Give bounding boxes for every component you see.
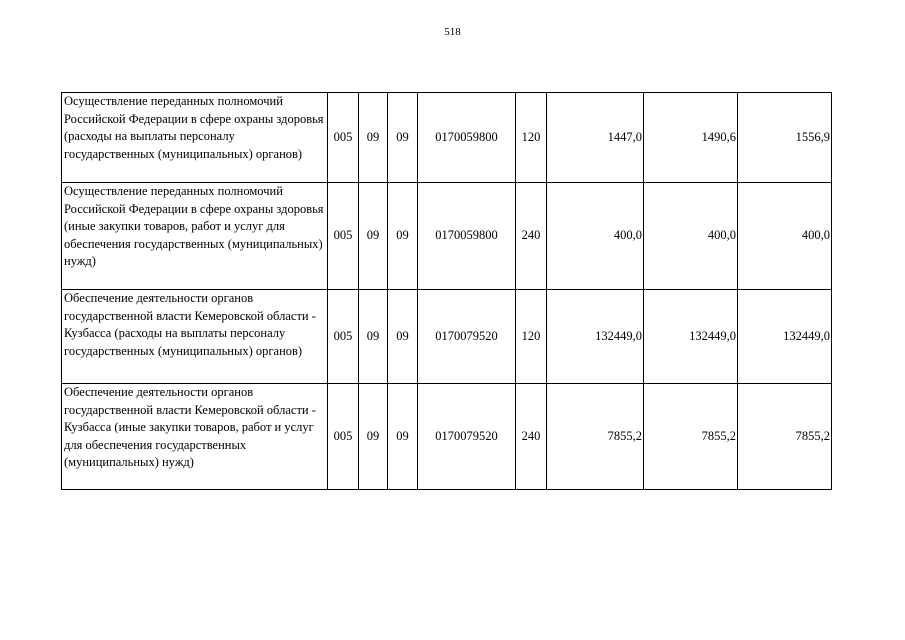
section-code: 09 xyxy=(359,93,388,183)
ministry-code: 005 xyxy=(328,290,359,384)
target-article-code: 0170059800 xyxy=(418,183,516,290)
ministry-code: 005 xyxy=(328,183,359,290)
table-row xyxy=(62,384,832,490)
amount-year-3: 1556,9 xyxy=(738,93,832,183)
row-description: Обеспечение деятельности органов государственной власти Кемеровской области - Кузбасса (иные закупки товаров, работ и услуг для обеспечения государственных (муниципальных) нужд) xyxy=(62,384,328,490)
target-article-code: 0170079520 xyxy=(418,290,516,384)
amount-year-1: 132449,0 xyxy=(547,290,644,384)
section-code: 09 xyxy=(359,384,388,490)
row-description: Осуществление переданных полномочий Российской Федерации в сфере охраны здоровья (расходы на выплаты персоналу государственных (муниципальных) органов) xyxy=(62,93,328,183)
expense-type-code: 240 xyxy=(516,384,547,490)
subsection-code: 09 xyxy=(388,183,418,290)
amount-year-1: 400,0 xyxy=(547,183,644,290)
section-code: 09 xyxy=(359,290,388,384)
page-number: 518 xyxy=(444,26,461,38)
ministry-code: 005 xyxy=(328,93,359,183)
amount-year-2: 400,0 xyxy=(644,183,738,290)
subsection-code: 09 xyxy=(388,93,418,183)
row-description: Осуществление переданных полномочий Российской Федерации в сфере охраны здоровья (иные закупки товаров, работ и услуг для обеспечения государственных (муниципальных) нужд) xyxy=(62,183,328,290)
section-code: 09 xyxy=(359,183,388,290)
amount-year-2: 1490,6 xyxy=(644,93,738,183)
subsection-code: 09 xyxy=(388,290,418,384)
amount-year-1: 7855,2 xyxy=(547,384,644,490)
table-row xyxy=(62,183,832,290)
target-article-code: 0170059800 xyxy=(418,93,516,183)
table-row xyxy=(62,290,832,384)
amount-year-1: 1447,0 xyxy=(547,93,644,183)
expense-type-code: 240 xyxy=(516,183,547,290)
amount-year-3: 400,0 xyxy=(738,183,832,290)
amount-year-2: 7855,2 xyxy=(644,384,738,490)
ministry-code: 005 xyxy=(328,384,359,490)
row-description: Обеспечение деятельности органов государственной власти Кемеровской области - Кузбасса (расходы на выплаты персоналу государственных (муниципальных) органов) xyxy=(62,290,328,384)
table-row xyxy=(62,93,832,183)
amount-year-3: 7855,2 xyxy=(738,384,832,490)
budget-table xyxy=(61,92,832,490)
amount-year-3: 132449,0 xyxy=(738,290,832,384)
subsection-code: 09 xyxy=(388,384,418,490)
amount-year-2: 132449,0 xyxy=(644,290,738,384)
target-article-code: 0170079520 xyxy=(418,384,516,490)
expense-type-code: 120 xyxy=(516,290,547,384)
expense-type-code: 120 xyxy=(516,93,547,183)
